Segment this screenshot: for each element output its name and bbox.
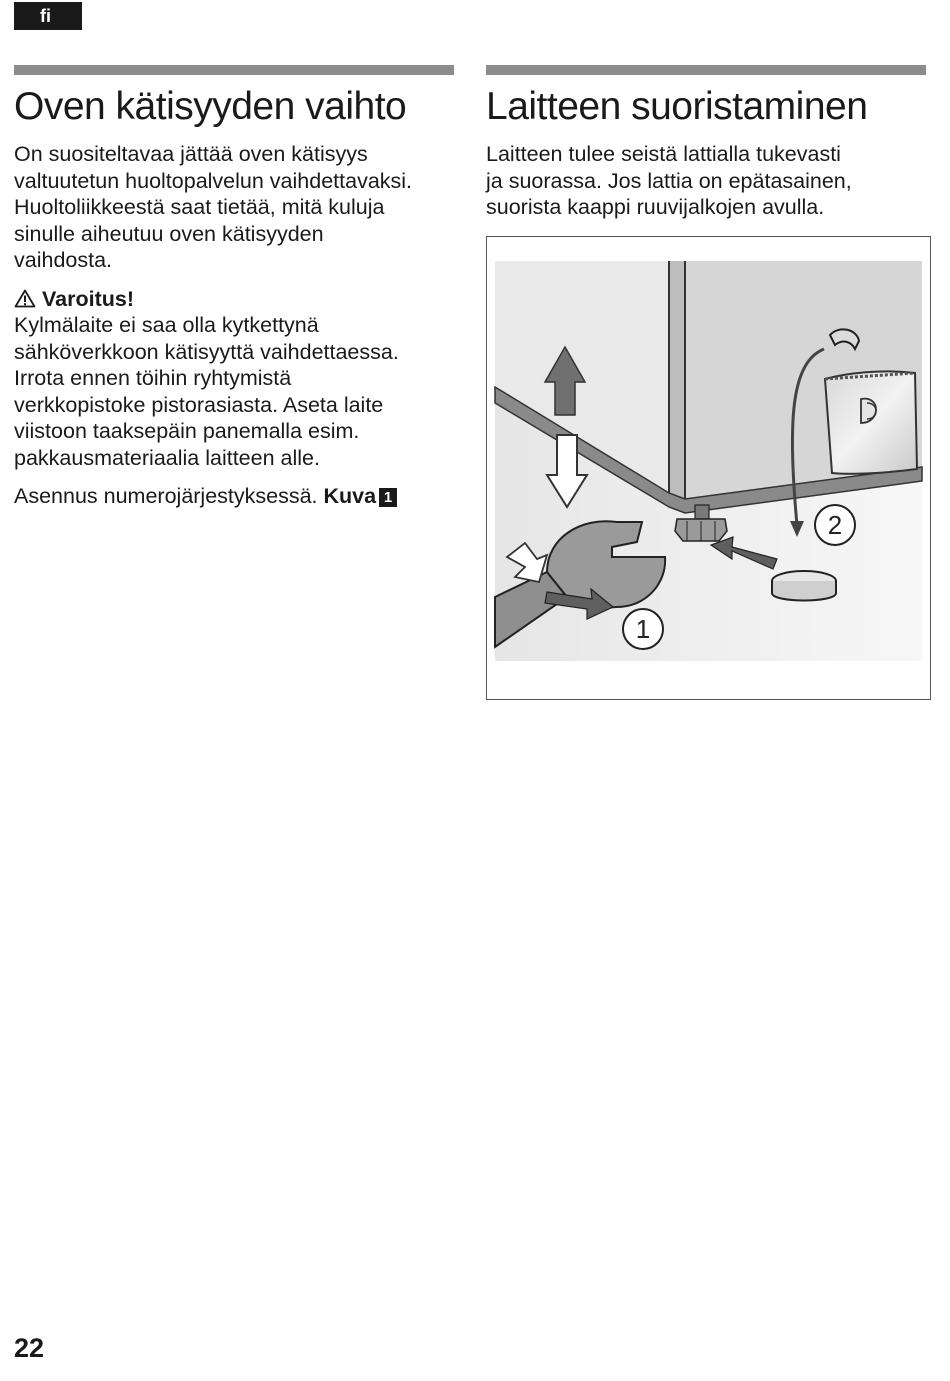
appliance-edge xyxy=(669,261,685,499)
text-line: Irrota ennen töihin ryhtymistä xyxy=(14,366,292,390)
language-tab: fi xyxy=(14,2,82,30)
text-line: Kylmälaite ei saa olla kytkettynä xyxy=(14,313,319,337)
text-line: valtuutetun huoltopalvelun vaihdettavaksi. xyxy=(14,168,413,193)
install-order-paragraph xyxy=(14,483,454,510)
warning-title: Varoitus! xyxy=(42,286,134,311)
warning-paragraph xyxy=(14,312,454,471)
warning-triangle-icon xyxy=(14,289,36,308)
text-line: sinulle aiheutuu oven kätisyyden xyxy=(14,221,324,246)
section-rule xyxy=(486,65,926,75)
accessory-bag xyxy=(825,371,917,473)
warning-heading xyxy=(14,286,454,313)
section-heading-door-hinge: Oven kätisyyden vaihto xyxy=(14,85,407,128)
step-1-label: 1 xyxy=(635,614,651,644)
text-line: suorista kaappi ruuvijalkojen avulla. xyxy=(486,195,825,219)
intro-paragraph xyxy=(14,141,454,274)
levelling-drawing xyxy=(487,237,930,699)
text-line: verkkopistoke pistorasiasta. Aseta laite xyxy=(14,392,384,417)
right-column xyxy=(486,65,926,221)
levelling-illustration xyxy=(486,236,931,700)
text-line: sähköverkkoon kätisyyttä vaihdettaessa. xyxy=(14,339,399,364)
text-line: vaihdosta. xyxy=(14,248,113,272)
text-line: pakkausmateriaalia laitteen alle. xyxy=(14,445,320,470)
figure-number-badge: 1 xyxy=(379,488,397,507)
foot-cover-cap xyxy=(772,571,836,601)
figure-reference: Kuva xyxy=(323,484,377,508)
section-rule xyxy=(14,65,454,75)
text-line: Huoltoliikkeestä saat tietää, mitä kuluja xyxy=(14,195,385,219)
left-column xyxy=(14,65,454,510)
levelling-paragraph xyxy=(486,141,926,221)
page-number: 22 xyxy=(14,1333,45,1363)
step-2-label: 2 xyxy=(827,510,843,540)
section-heading-levelling: Laitteen suoristaminen xyxy=(486,85,868,128)
text-line: ja suorassa. Jos lattia on epätasainen, xyxy=(486,168,852,193)
text-line: viistoon taaksepäin panemalla esim. xyxy=(14,419,360,443)
text-line: On suositeltavaa jättää oven kätisyys xyxy=(14,142,368,166)
text-line: Laitteen tulee seistä lattialla tukevasti xyxy=(486,142,841,166)
install-text: Asennus numerojärjestyksessä. xyxy=(14,484,318,508)
